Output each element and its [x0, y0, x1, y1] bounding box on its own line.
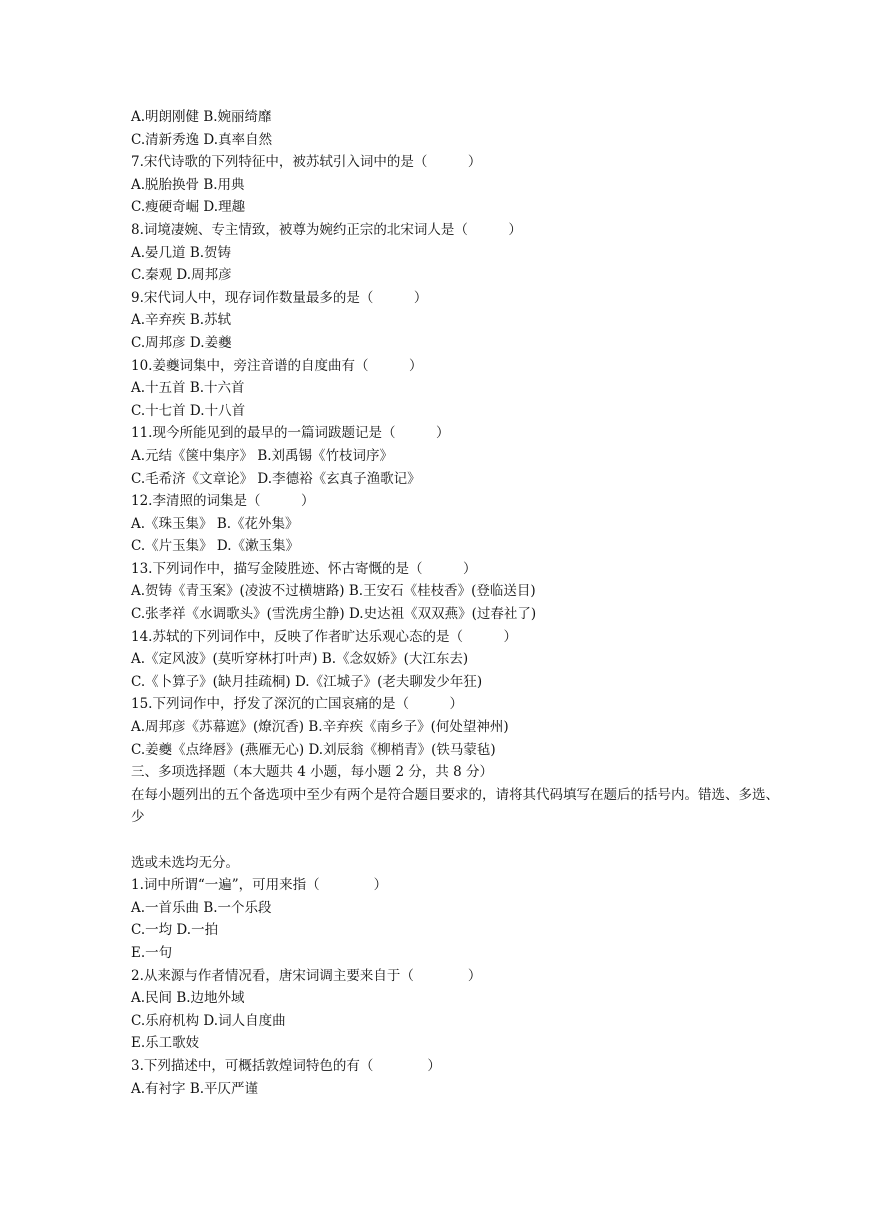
option-line: C.毛希济《文章论》 D.李德裕《玄真子渔歌记》: [131, 470, 421, 487]
question-12: 12.李清照的词集是（ ）: [131, 493, 315, 510]
question-15: 15.下列词作中，抒发了深沉的亡国哀痛的是（ ）: [131, 696, 463, 713]
option-line: A.民间 B.边地外域: [131, 990, 245, 1007]
option-line: C.一均 D.一拍: [131, 922, 219, 939]
multi-question-3: 3.下列描述中，可概括敦煌词特色的有（ ）: [131, 1057, 441, 1074]
option-line: C.《片玉集》 D.《漱玉集》: [131, 538, 300, 555]
option-line: E.乐工歌妓: [131, 1035, 200, 1052]
question-7: 7.宋代诗歌的下列特征中，被苏轼引入词中的是（ ）: [131, 154, 482, 171]
option-line: A.辛弃疾 B.苏轼: [131, 312, 232, 329]
option-line: A.明朗刚健 B.婉丽绮靡: [131, 109, 272, 125]
section-instruction: 在每小题列出的五个备选项中至少有两个是符合题目要求的，请将其代码填写在题后的括号内。错选、多选、少: [131, 786, 779, 826]
option-line: E.一句: [131, 944, 173, 961]
option-line: A.一首乐曲 B.一个乐段: [131, 899, 272, 916]
document-content: [131, 106, 781, 1100]
section-heading: 三、多项选择题（本大题共 4 小题，每小题 2 分，共 8 分）: [131, 764, 494, 781]
question-11: 11.现今所能见到的最早的一篇词跋题记是（ ）: [131, 425, 450, 442]
question-9: 9.宋代词人中，现存词作数量最多的是（ ）: [131, 289, 428, 306]
option-line: A.贺铸《青玉案》(凌波不过横塘路) B.王安石《桂枝香》(登临送目): [131, 583, 536, 600]
option-line: C.周邦彦 D.姜夔: [131, 334, 232, 351]
section-instruction-cont: 选或未选均无分。: [131, 854, 239, 871]
question-13: 13.下列词作中，描写金陵胜迹、怀古寄慨的是（ ）: [131, 560, 477, 577]
option-line: C.姜夔《点绛唇》(燕雁无心) D.刘辰翁《柳梢青》(铁马蒙毡): [131, 741, 496, 758]
question-10: 10.姜夔词集中，旁注音谱的自度曲有（ ）: [131, 357, 423, 374]
option-line: C.张孝祥《水调歌头》(雪洗虏尘静) D.史达祖《双双燕》(过春社了): [131, 606, 537, 623]
option-line: A.元结《箧中集序》 B.刘禹锡《竹枝词序》: [131, 447, 394, 464]
option-line: A.《珠玉集》 B.《花外集》: [131, 515, 299, 532]
multi-question-1: 1.词中所谓“一遍”，可用来指（ ）: [131, 877, 388, 894]
option-line: C.瘦硬奇崛 D.理趣: [131, 199, 246, 216]
option-line: C.十七首 D.十八首: [131, 402, 246, 419]
option-line: A.《定风波》(莫听穿林打叶声) B.《念奴娇》(大江东去): [131, 651, 469, 668]
option-line: A.十五首 B.十六首: [131, 380, 245, 397]
option-line: A.有衬字 B.平仄严谨: [131, 1080, 259, 1097]
question-14: 14.苏轼的下列词作中，反映了作者旷达乐观心态的是（ ）: [131, 628, 517, 645]
option-line: C.《卜算子》(缺月挂疏桐) D.《江城子》(老夫聊发少年狂): [131, 673, 483, 690]
option-line: A.周邦彦《苏幕遮》(燎沉香) B.辛弃疾《南乡子》(何处望神州): [131, 719, 509, 736]
option-line: C.清新秀逸 D.真率自然: [131, 131, 273, 148]
option-line: C.乐府机构 D.词人自度曲: [131, 1012, 286, 1029]
option-line: A.脱胎换骨 B.用典: [131, 176, 245, 193]
option-line: A.晏几道 B.贺铸: [131, 244, 232, 261]
question-8: 8.词境凄婉、专主情致，被尊为婉约正宗的北宋词人是（ ）: [131, 221, 522, 238]
option-line: C.秦观 D.周邦彦: [131, 267, 232, 284]
multi-question-2: 2.从来源与作者情况看，唐宋词调主要来自于（ ）: [131, 967, 482, 984]
blank-line: [131, 829, 781, 852]
